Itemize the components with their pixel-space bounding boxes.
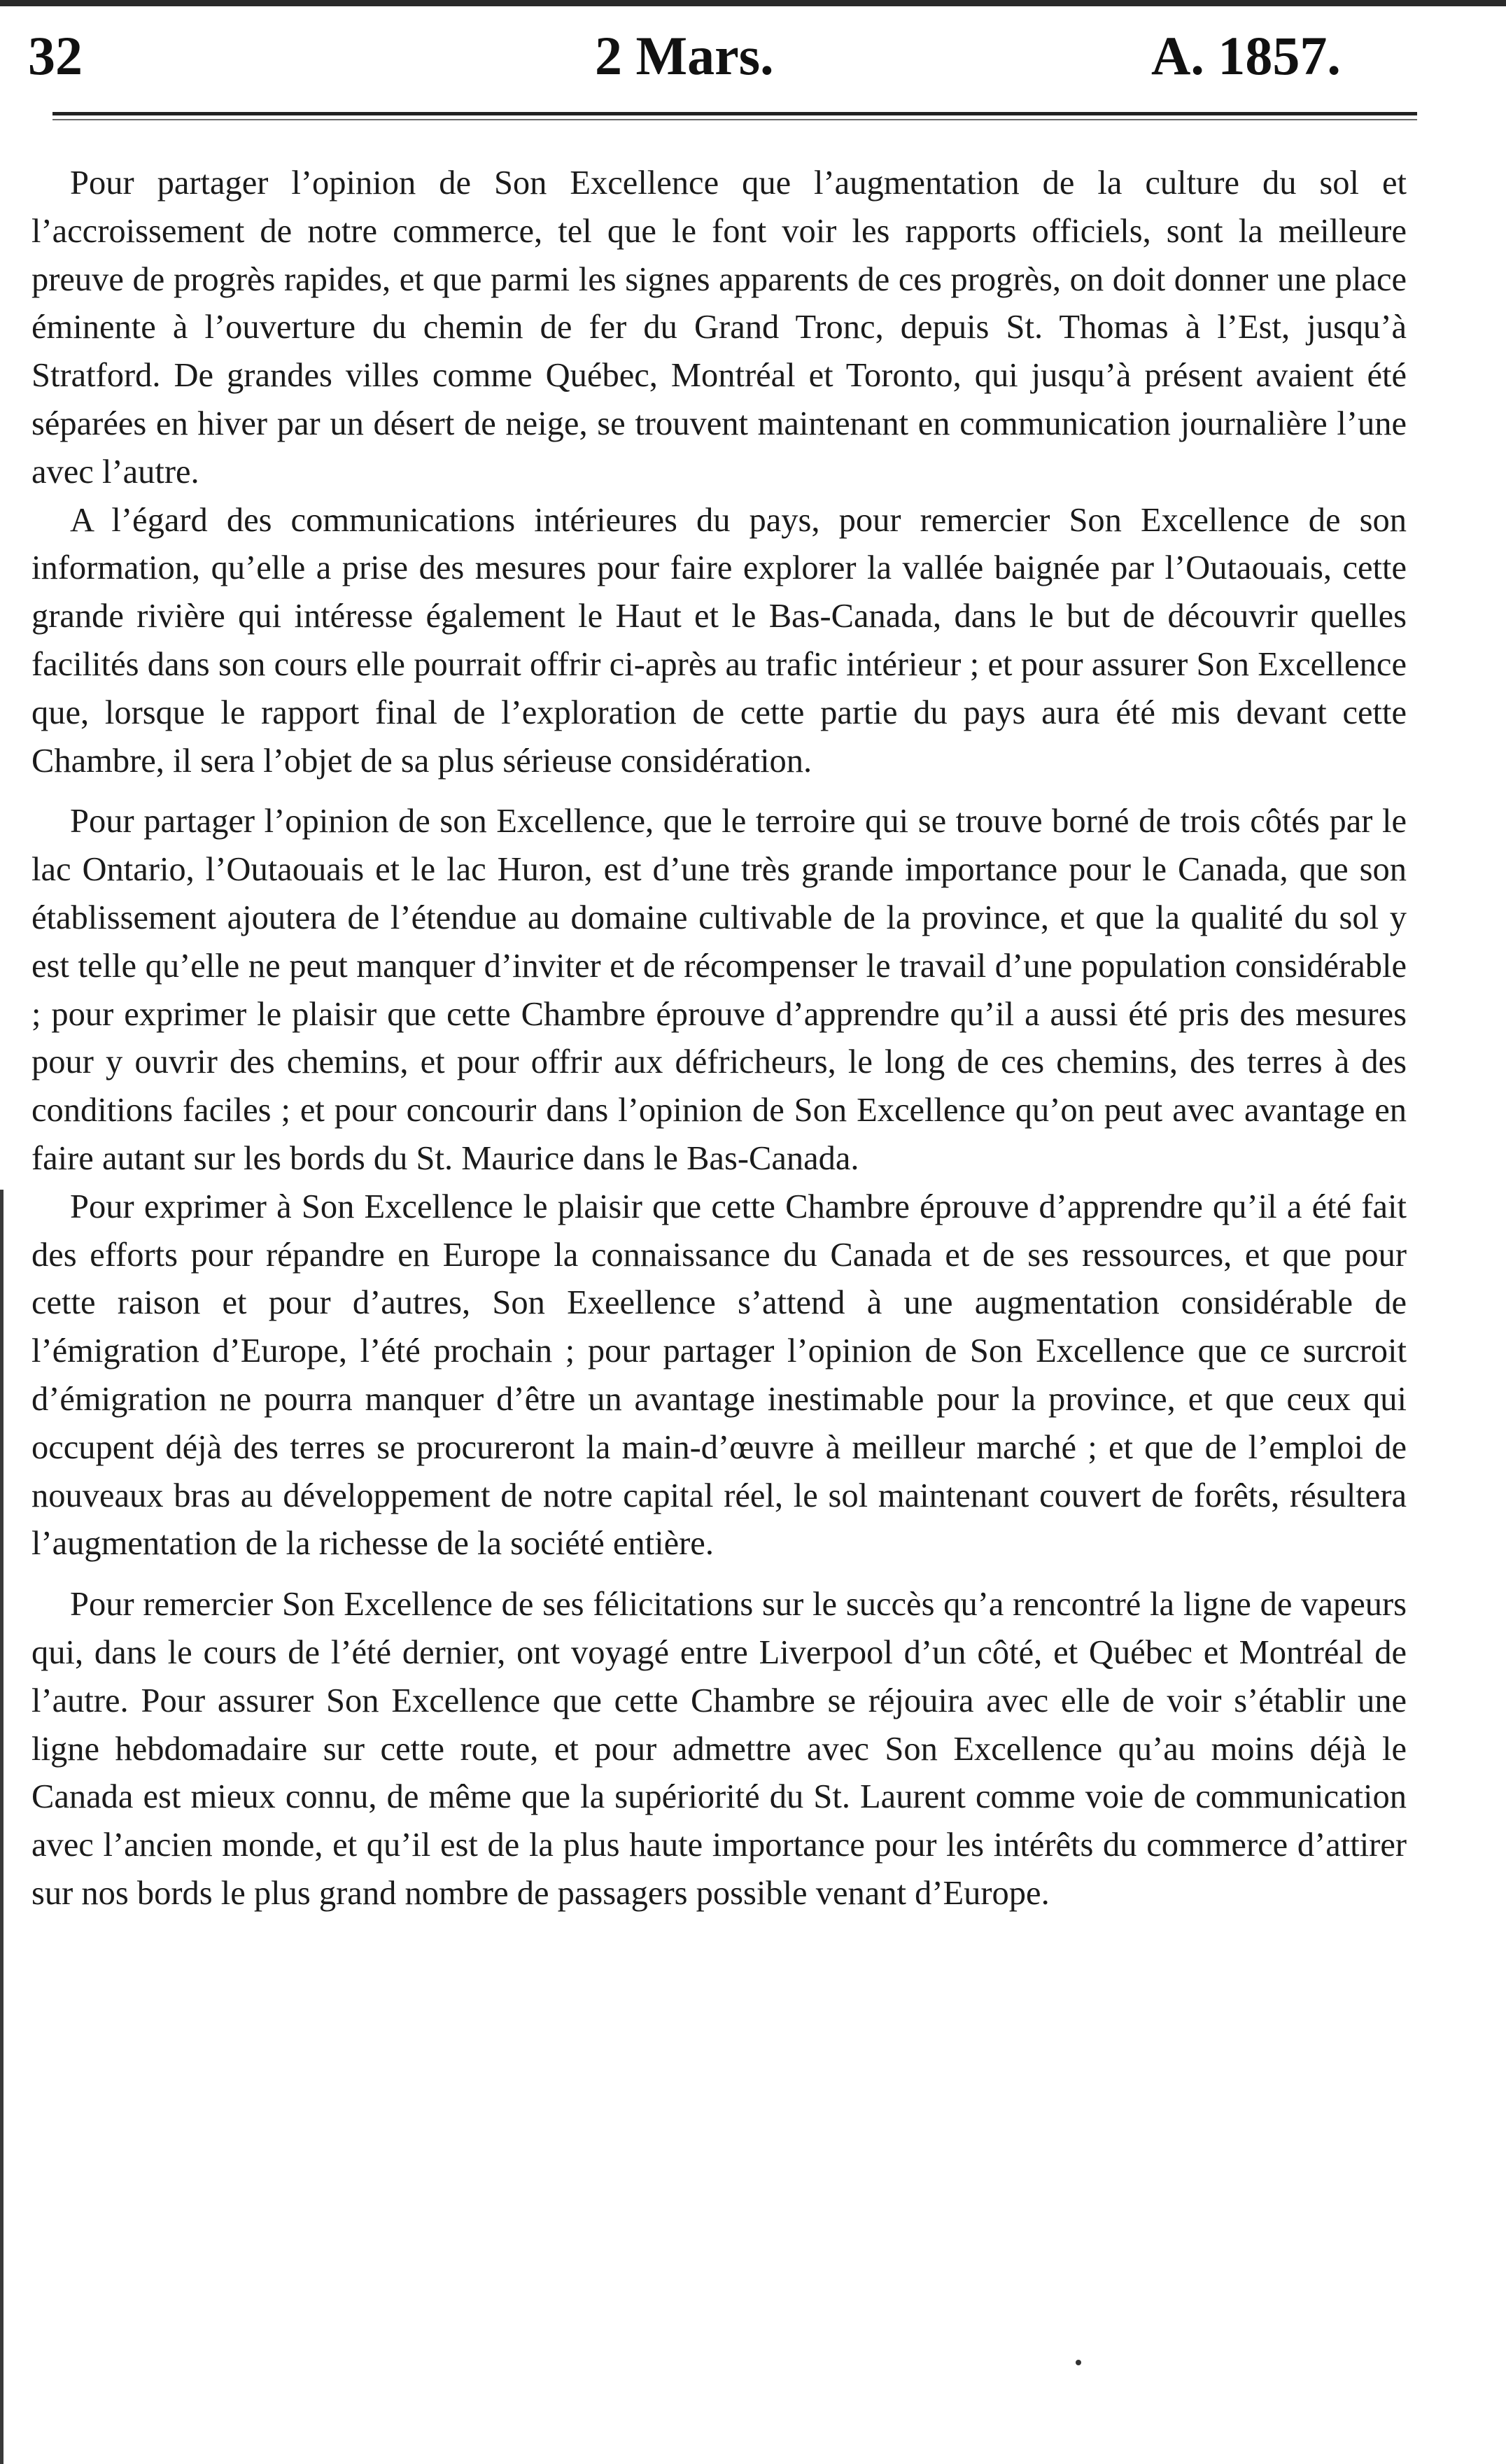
paragraph-4: Pour exprimer à Son Excellence le plaisir que cette Chambre éprouve d’apprendre qu’il a été fait des efforts pour répandre en Europe la connaissance du Canada et de ses ressources, et que pour cette raison et pour d’autres, Son Exeellence s’attend à une augmentation considérable de l’émigration d’Europe, l’été prochain ; pour partager l’opinion de Son Excellence que ce surcroit d’émigration ne pourra manquer d’être un avantage inestimable pour la province, et que ceux qui occupent déjà des terres se procureront la main-d’œuvre à meilleur marché ; et que de l’emploi de nouveaux bras au développement de notre capital réel, le sol maintenant couvert de forêts, résultera l’augmentation de la richesse de la société entière. [31, 1188, 1407, 1563]
header-rule-thin [52, 119, 1417, 120]
scan-left-edge [0, 1190, 3, 2464]
scan-top-edge [0, 0, 1506, 6]
paragraph-1: Pour partager l’opinion de Son Excellence que l’augmentation de la culture du sol et l’accroissement de notre commerce, tel que le font voir les rapports officiels, sont la meilleure preuve de progrès rapides, et que parmi les signes apparents de ces progrès, on doit donner une place éminente à l’ouverture du chemin de fer du Grand Tronc, depuis St. Thomas à l’Est, jusqu’à Stratford. De grandes villes comme Québec, Montréal et Toronto, qui jusqu’à présent avaient été séparées en hiver par un désert de neige, se trouvent maintenant en communication journalière l’une avec l’autre. [31, 164, 1407, 491]
page-number: 32 [28, 25, 83, 86]
paragraph-2: A l’égard des communications intérieures du pays, pour remercier Son Excellence de son information, qu’elle a prise des mesures pour faire explorer la vallée baignée par l’Outaouais, cette grande rivière qui intéresse également le Haut et le Bas-Canada, dans le but de découvrir quelles facilités dans son cours elle pourrait offrir ci-après au trafic intérieur ; et pour assurer Son Excellence que, lorsque le rapport final de l’exploration de cette partie du pays aura été mis devant cette Chambre, il sera l’objet de sa plus sérieuse considération. [31, 501, 1407, 780]
header-year: A. 1857. [1151, 25, 1341, 86]
header-date: 2 Mars. [595, 25, 774, 86]
header-rule [52, 112, 1417, 115]
paragraph-3: Pour partager l’opinion de son Excellence, que le terroire qui se trouve borné de trois côtés par le lac Ontario, l’Outaouais et le lac Huron, est d’une très grande importance pour le Canada, que son établissement ajoutera de l’étendue au domaine cultivable de la province, et que la qualité du sol y est telle qu’elle ne peut manquer d’inviter et de récompenser le travail d’une population considérable ; pour exprimer le plaisir que cette Chambre éprouve d’apprendre qu’il a aussi été pris des mesures pour y ouvrir des chemins, et pour offrir aux défricheurs, le long de ces chemins, des terres à des conditions faciles ; et pour concourir dans l’opinion de Son Excellence qu’on peut avec avantage en faire autant sur les bords du St. Maurice dans le Bas-Canada. [31, 803, 1407, 1177]
stray-dot-mark [1076, 2360, 1081, 2365]
paragraph-5: Pour remercier Son Excellence de ses félicitations sur le succès qu’a rencontré la ligne de vapeurs qui, dans le cours de l’été dernier, ont voyagé entre Liverpool d’un côté, et Québec et Montréal de l’autre. Pour assurer Son Excellence que cette Chambre se réjouira avec elle de voir s’établir une ligne hebdomadaire sur cette route, et pour admettre avec Son Excellence qu’au moins déjà le Canada est mieux connu, de même que la supériorité du St. Laurent comme voie de communication avec l’ancien monde, et qu’il est de la plus haute importance pour les intérêts du commerce d’attirer sur nos bords le plus grand nombre de passagers possible venant d’Europe. [31, 1586, 1407, 1912]
page-header [28, 21, 1428, 91]
body-text [31, 160, 1407, 1918]
